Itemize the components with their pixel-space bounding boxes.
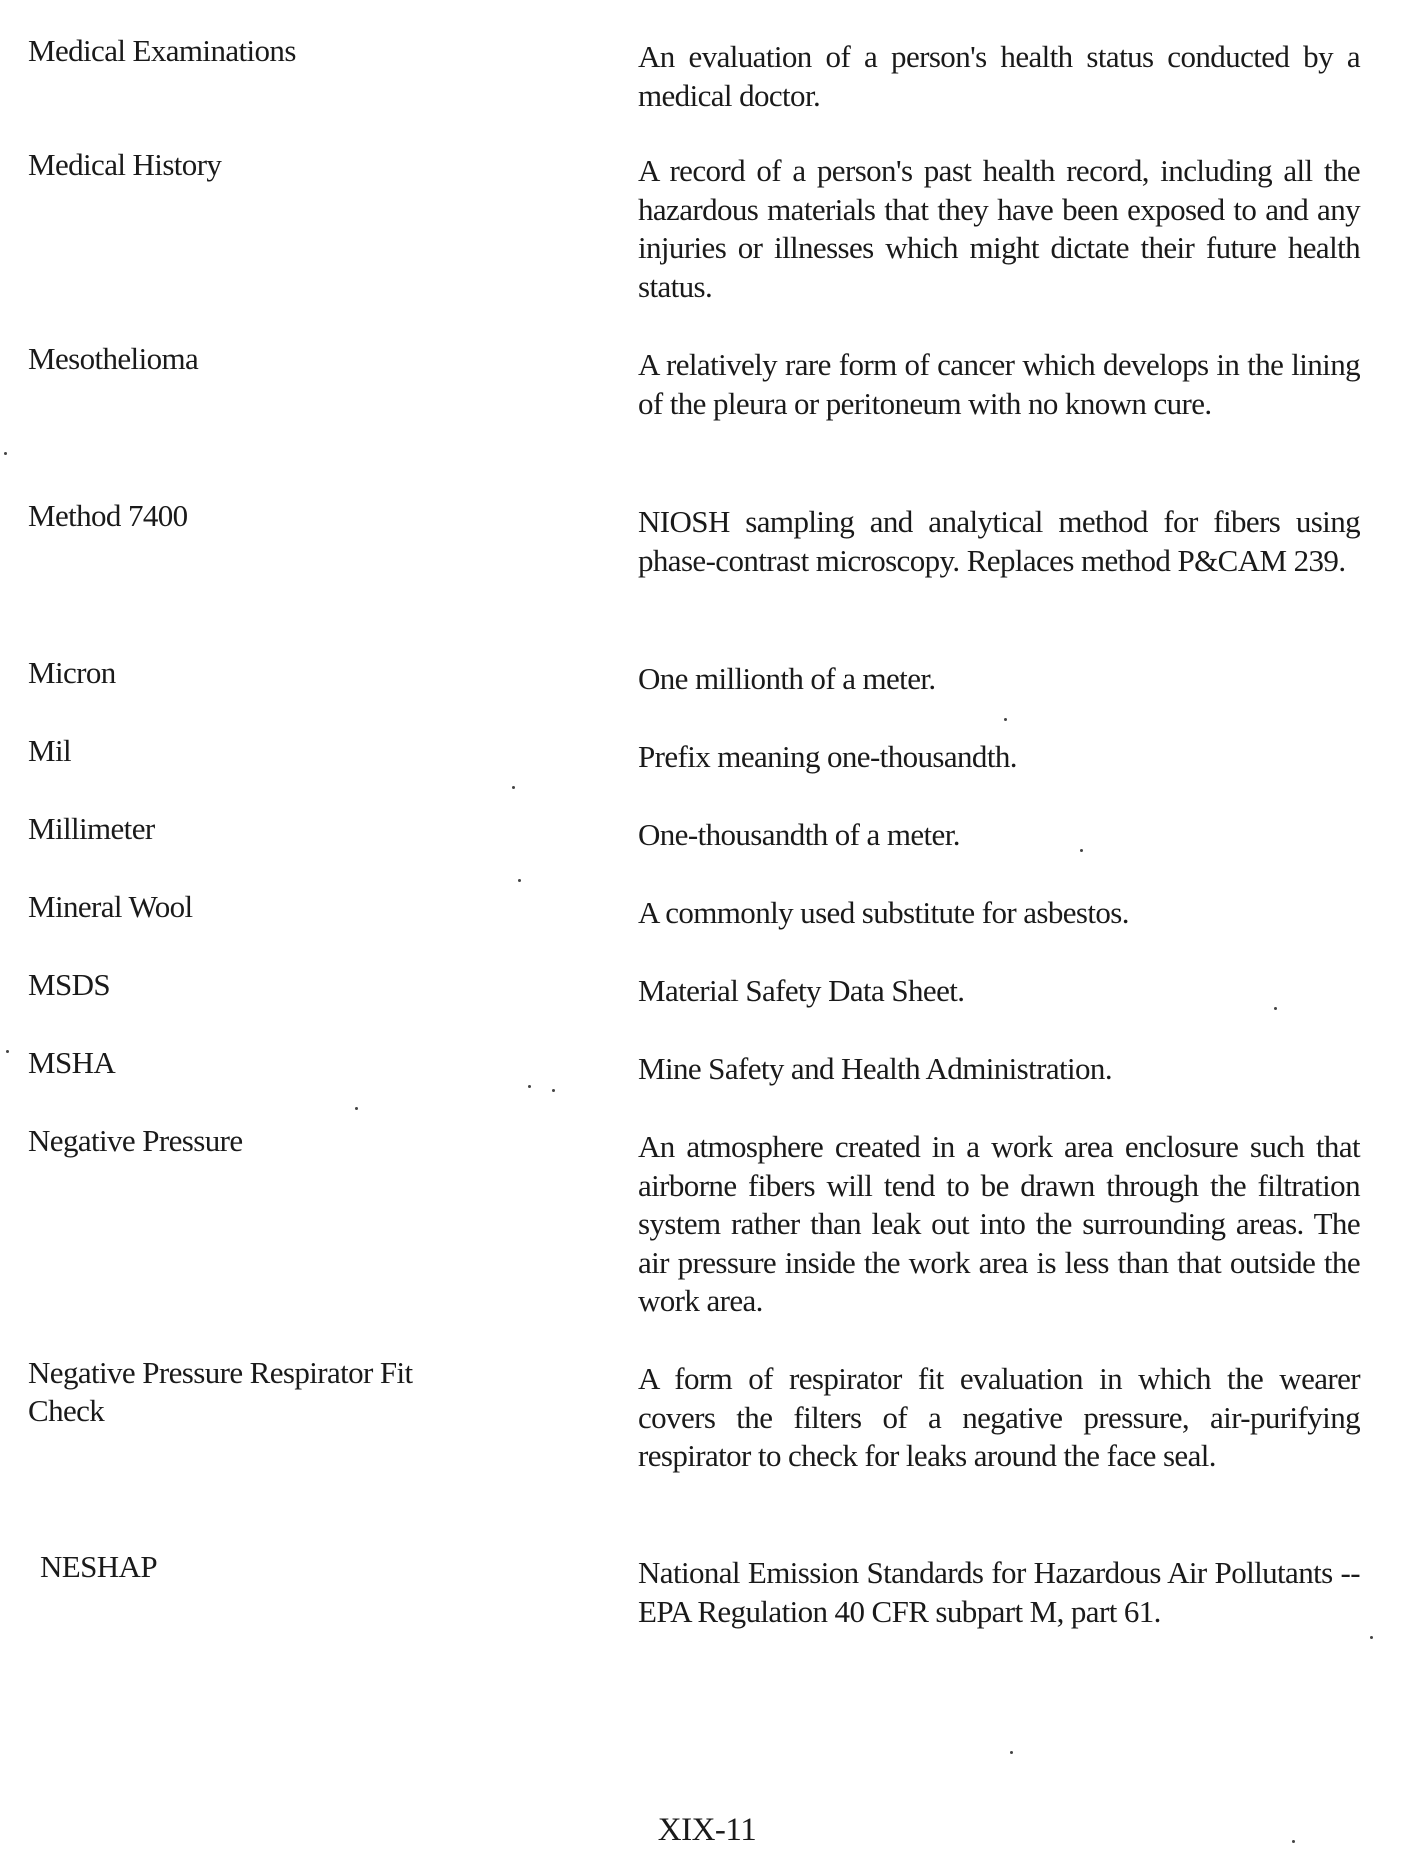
glossary-definition: An atmosphere created in a work area enclosure such that airborne fibers will tend to be drawn through the filtration system rather than leak out into the surrounding areas. The air pressure inside the work area is less than that outside the work area. — [638, 1129, 1360, 1318]
scan-speck — [512, 786, 515, 789]
glossary-term: Medical Examinations — [28, 33, 296, 68]
glossary-definition: One-thousandth of a meter. — [638, 817, 960, 852]
page-number: XIX-11 — [657, 1812, 757, 1848]
glossary-definition: One millionth of a meter. — [638, 661, 936, 696]
scan-speck — [6, 1050, 9, 1053]
glossary-term: MSHA — [28, 1045, 116, 1080]
scan-speck — [1370, 1636, 1373, 1639]
glossary-definition: Mine Safety and Health Administration. — [638, 1051, 1112, 1086]
glossary-term: NESHAP — [40, 1549, 157, 1584]
glossary-definition: NIOSH sampling and analytical method for fibers using phase-contrast microscopy. Replaces method P&CAM 239. — [638, 504, 1360, 578]
glossary-term: Mil — [28, 733, 71, 768]
glossary-term: MSDS — [28, 967, 111, 1002]
scan-speck — [1010, 1751, 1013, 1754]
glossary-definition: A commonly used substitute for asbestos. — [638, 895, 1129, 930]
scan-speck — [528, 1085, 531, 1088]
glossary-term: Method 7400 — [28, 498, 188, 533]
glossary-term: Mineral Wool — [28, 889, 193, 924]
scan-speck — [1292, 1840, 1295, 1843]
glossary-term: Micron — [28, 655, 116, 690]
glossary-term: Mesothelioma — [28, 341, 199, 376]
glossary-term: Negative Pressure — [28, 1123, 243, 1158]
glossary-definition: An evaluation of a person's health status conducted by a medical doctor. — [638, 39, 1360, 113]
scan-speck — [1274, 1007, 1277, 1010]
glossary-definition: A form of respirator fit evaluation in which the wearer covers the filters of a negative pressure, air-purifying respirator to check for leaks around the face seal. — [638, 1361, 1360, 1473]
glossary-definition: A record of a person's past health record, including all the hazardous materials that they have been exposed to and any injuries or illnesses which might dictate their future health status. — [638, 153, 1360, 304]
glossary-definition: Prefix meaning one-thousandth. — [638, 739, 1017, 774]
glossary-definition: A relatively rare form of cancer which develops in the lining of the pleura or peritoneum with no known cure. — [638, 347, 1360, 421]
scan-speck — [355, 1107, 358, 1110]
scan-speck — [4, 452, 7, 455]
scan-speck — [552, 1089, 555, 1092]
scan-speck — [1004, 718, 1007, 721]
glossary-definition: Material Safety Data Sheet. — [638, 973, 965, 1008]
glossary-term: Negative Pressure Respirator Fit Check — [28, 1355, 413, 1428]
glossary-term: Millimeter — [28, 811, 155, 846]
glossary-term: Medical History — [28, 147, 222, 182]
glossary-definition: National Emission Standards for Hazardous Air Pollutants -- EPA Regulation 40 CFR subpart M, part 61. — [638, 1555, 1360, 1629]
scan-speck — [1080, 849, 1083, 852]
scan-speck — [518, 879, 521, 882]
